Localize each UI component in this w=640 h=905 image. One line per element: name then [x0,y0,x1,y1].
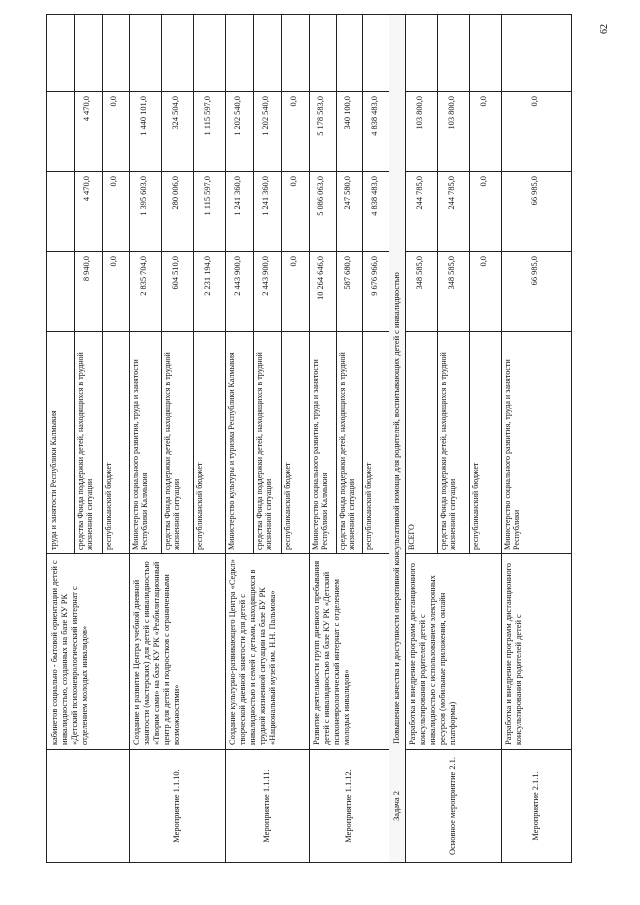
column-divider [405,331,501,332]
sub-row-divider [469,15,470,554]
amount-y2: 1 115 597,0 [203,96,212,136]
amount-total: 0,0 [479,256,488,267]
amount-y2: 340 100,0 [343,96,352,130]
column-divider [47,749,129,750]
column-divider [129,331,225,332]
column-divider [309,749,389,750]
amount-y1: 0,0 [289,176,298,187]
funding-source: средства Фонда поддержки детей, находящихся в трудной жизненной ситуации [163,352,181,550]
sub-row-divider [437,15,438,554]
amount-y1: 1 115 597,0 [203,176,212,216]
amount-y2: 324 504,0 [171,96,180,130]
amount-y1: 244 785,0 [415,176,424,210]
event-label [47,750,129,862]
amount-total: 9 676 966,0 [369,256,379,296]
funding-source: Министерство культуры и туризма Республики Калмыкия [227,352,236,550]
event-description: Создание и развитие Центра учебной дневной занятости (мастерских) для детей с инвалидностью «Творим сами» на базе КУ РК «Реабилитационный центр для детей и подростков с ограниченными возможностями» [132,561,181,745]
funding-source: республиканский бюджет [364,462,374,550]
amount-y2: 1 202 540,0 [233,96,242,136]
event-description: Развитие деятельности групп дневного пребывания детей с инвалидностью на базе КУ РК «Детский психоневрологический интернат с отделением молодых инвалидов» [312,560,351,745]
event-label: Задача 2 [392,791,401,821]
sub-row-divider [74,15,75,554]
column-divider [309,91,389,92]
column-divider [225,91,309,92]
table-row [225,15,309,862]
amount-total: 2 835 704,0 [139,256,148,296]
funding-source: средства Фонда поддержки детей, находящихся в трудной жизненной ситуации [337,352,356,550]
column-divider [129,251,225,252]
sub-row-divider [193,15,194,554]
funding-source: ВСЕГО [407,524,416,550]
table-row [501,15,571,862]
page-number: 62 [599,24,610,34]
column-divider [309,553,389,554]
sub-row-divider [336,15,337,554]
event-description: Разработка и внедрение программ дистанционного консультирования родителей детей с [504,563,523,745]
amount-y2: 5 178 583,0 [316,96,326,136]
column-divider [225,251,309,252]
funding-source: средства Фонда поддержки детей, находящихся в трудной жизненной ситуации [439,352,457,550]
column-divider [309,331,389,332]
funding-source: Министерство социального развития, труда и занятости Республики Калмыкия [311,359,329,550]
column-divider [501,749,571,750]
amount-y1: 1 395 603,0 [139,176,148,216]
amount-y1: 1 241 360,0 [233,176,242,216]
column-divider [501,251,571,252]
funding-source: республиканский бюджет [471,462,480,550]
funding-source: республиканский бюджет [103,462,113,550]
table-row [309,15,389,862]
amount-y1: 247 580,0 [343,176,352,210]
funding-source: республиканский бюджет [283,462,292,550]
amount-total: 587 680,0 [343,256,352,290]
event-description: Создание культурно-развивающего Центра «Седкл» творческой дневной занятости для детей с инвалидностью и семей с детьми, находящихся в трудной жизненной ситуации на базе БУ РК «Национальный музей им. Н.Н. Пальмова» [228,559,277,745]
amount-y1: 1 241 360,0 [261,176,270,216]
event-label: Мероприятие 1.1.11. [262,769,271,843]
column-divider [225,749,309,750]
program-table [46,14,572,863]
column-divider [405,171,501,172]
sub-row-divider [253,15,254,554]
funding-source: республиканский бюджет [195,462,204,550]
table-row [405,15,501,862]
amount-total: 66 985,0 [530,256,539,286]
amount-y2: 1 202 540,0 [261,96,270,136]
amount-total: 8 940,0 [82,256,91,282]
funding-source: Министерство социального развития, труда и занятости Республики [503,359,521,550]
column-divider [405,553,501,554]
column-divider [405,251,501,252]
amount-y2: 4 470,0 [82,96,91,122]
sub-row-divider [281,15,282,554]
funding-source: средства Фонда поддержки детей, находящихся в трудной жизненной ситуации [76,352,95,550]
event-label: Мероприятие 2.1.1. [531,771,540,841]
amount-y1: 4 470,0 [82,176,91,202]
table-row [129,15,225,862]
amount-y1: 4 838 483,0 [369,176,379,216]
column-divider [129,553,225,554]
event-label: Основное мероприятие 2.1. [448,757,457,855]
column-divider [47,91,129,92]
amount-y2: 1 440 101,0 [139,96,148,136]
funding-source: Министерство социального развития, труда и занятости Республики Калмыкия [131,359,149,550]
column-divider [129,91,225,92]
funding-source: средства Фонда поддержки детей, находящихся в трудной жизненной ситуации [255,352,273,550]
amount-y2: 0,0 [289,96,298,107]
column-divider [309,171,389,172]
task-description: Повышение качества и доступности оперативной консультативной помощи для родителей, воспитывающих детей с инвалидностью [392,272,401,744]
amount-y2: 103 800,0 [447,96,456,130]
amount-y1: 0,0 [109,176,119,187]
sub-row-divider [362,15,363,554]
column-divider [405,91,501,92]
table-row [389,15,405,862]
column-divider [129,749,225,750]
sub-row-divider [161,15,162,554]
column-divider [47,331,129,332]
amount-total: 0,0 [289,256,298,267]
table-row [47,15,129,862]
amount-y2: 0,0 [109,96,119,107]
amount-total: 348 585,0 [447,256,456,290]
column-divider [47,171,129,172]
amount-y1: 0,0 [479,176,488,187]
amount-total: 604 510,0 [171,256,180,290]
amount-y2: 0,0 [530,96,539,107]
column-divider [129,171,225,172]
sub-row-divider [102,15,103,554]
column-divider [501,91,571,92]
amount-y1: 280 006,0 [171,176,180,210]
column-divider [501,553,571,554]
amount-y1: 244 785,0 [447,176,456,210]
amount-y1: 5 086 063,0 [316,176,326,216]
event-label: Мероприятие 1.1.10. [172,769,181,843]
column-divider [225,171,309,172]
column-divider [501,171,571,172]
amount-total: 2 443 900,0 [261,256,270,296]
amount-y2: 4 838 483,0 [369,96,379,136]
column-divider [225,331,309,332]
amount-total: 348 585,0 [415,256,424,290]
amount-total: 0,0 [109,256,119,267]
column-divider [47,251,129,252]
event-description: Разработка и внедрение программ дистанционного консультирования родителей детей с инвалидностью с использованием электронных ресурсов (мобильные приложения, онлайн платформы) [408,563,457,745]
amount-y2: 0,0 [479,96,488,107]
column-divider [405,749,501,750]
column-divider [47,553,129,554]
amount-y2: 103 800,0 [415,96,424,130]
amount-total: 2 231 194,0 [203,256,212,296]
funding-source: труда и занятости Республики Калмыкия [49,410,58,550]
amount-total: 10 264 646,0 [316,256,326,300]
event-label: Мероприятие 1.1.12. [344,769,353,843]
event-description: кабинетов социально - бытовой ориентации детей с инвалидностью, созданных на базе КУ РК «Детский психоневрологический интернат с отделением молодых инвалидов» [50,560,89,745]
column-divider [225,553,309,554]
amount-total: 2 443 900,0 [233,256,242,296]
column-divider [501,331,571,332]
column-divider [309,251,389,252]
amount-y1: 66 985,0 [530,176,539,206]
